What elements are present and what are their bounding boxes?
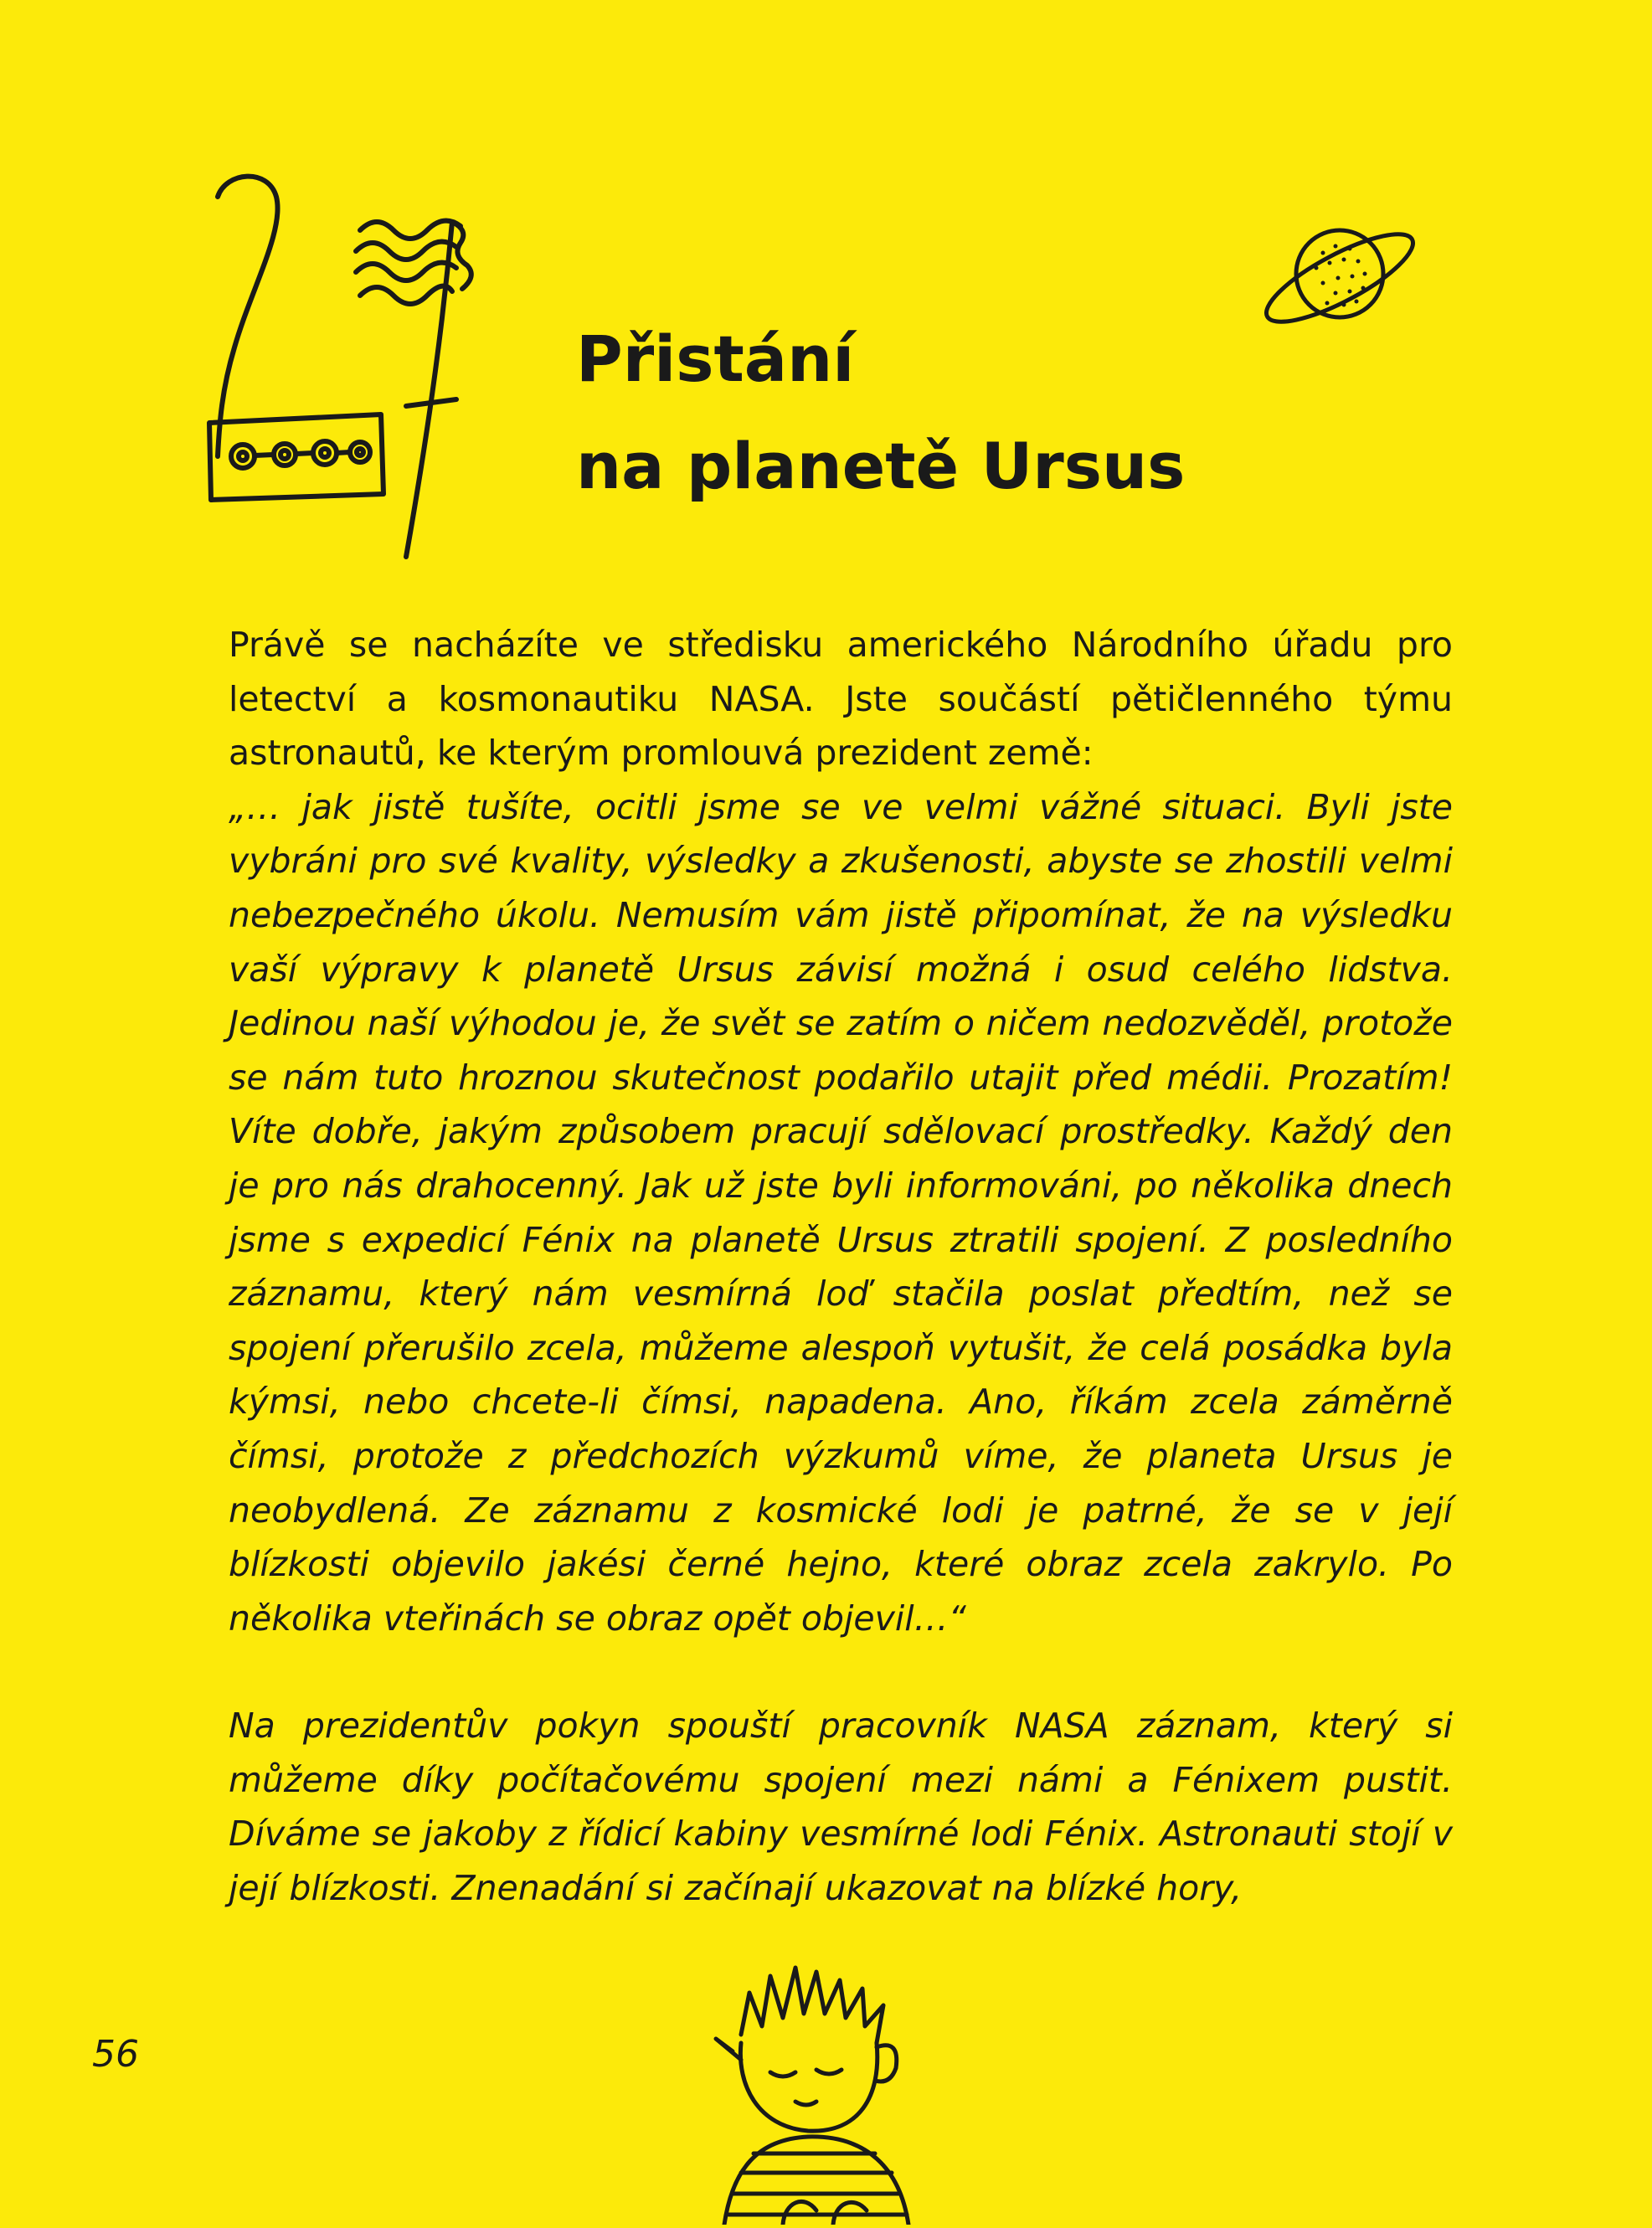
intro-paragraph: Právě se nacházíte ve středisku amerického Národního úřadu pro letectví a kosmonautiku NASA. Jste součástí pětičlenného týmu astronautů, ke kterým promlouvá prezident země:: [229, 625, 1453, 774]
sleeping-kid-illustration: [691, 1959, 1009, 2225]
page-number: 56: [92, 2033, 139, 2076]
chapter-title-line-1: Přistání: [576, 322, 855, 396]
kid-illustration: [691, 1959, 1009, 2225]
chapter-body: [229, 618, 1453, 1916]
doodle-digits-27-icon: [201, 163, 569, 565]
ringed-planet-icon: [1256, 211, 1423, 337]
narration-paragraph: Na prezidentův pokyn spouští pracovník NASA záznam, který si můžeme díky počítačovému spojení mezi námi a Fénixem pustit. Díváme se jakoby z řídicí kabiny vesmírné lodi Fénix. Astronauti stojí v její blízkosti. Znenadání si začínají ukazovat na blízké hory,: [229, 1706, 1453, 1909]
chapter-title-line-2: na planetě Ursus: [576, 429, 1186, 503]
chapter-number-illustration: [201, 163, 569, 565]
president-speech-paragraph: „… jak jistě tušíte, ocitli jsme se ve velmi vážné situaci. Byli jste vybráni pro své kvality, výsledky a zkušenosti, abyste se zhostili velmi nebezpečného úkolu. Nemusím vám jistě připomínat, že na výsledku vaší výpravy k planetě Ursus závisí možná i osud celého lidstva. Jedinou naší výhodou je, že svět se zatím o ničem nedozvěděl, protože se nám tuto hroznou skutečnost podařilo utajit před médii. Prozatím! Víte dobře, jakým způsobem pracují sdělovací prostředky. Každý den je pro nás drahocenný. Jak už jste byli informováni, po několika dnech jsme s expedicí Fénix na planetě Ursus ztratili spojení. Z posledního záznamu, který nám vesmírná loď stačila poslat předtím, než se spojení přerušilo zcela, můžeme alespoň vytušit, že celá posádka byla kýmsi, nebo chcete-li čímsi, napadena. Ano, říkám zcela záměrně čímsi, protože z předchozích výzkumů víme, že planeta Ursus je neobydlená. Ze záznamu z kosmické lodi je patrné, že se v její blízkosti objevilo jakési černé hejno, které obraz zcela zakrylo. Po několika vteřinách se obraz opět objevil…“: [229, 786, 1453, 1639]
planet-illustration: [1256, 211, 1423, 337]
chapter-title: [576, 306, 1185, 520]
